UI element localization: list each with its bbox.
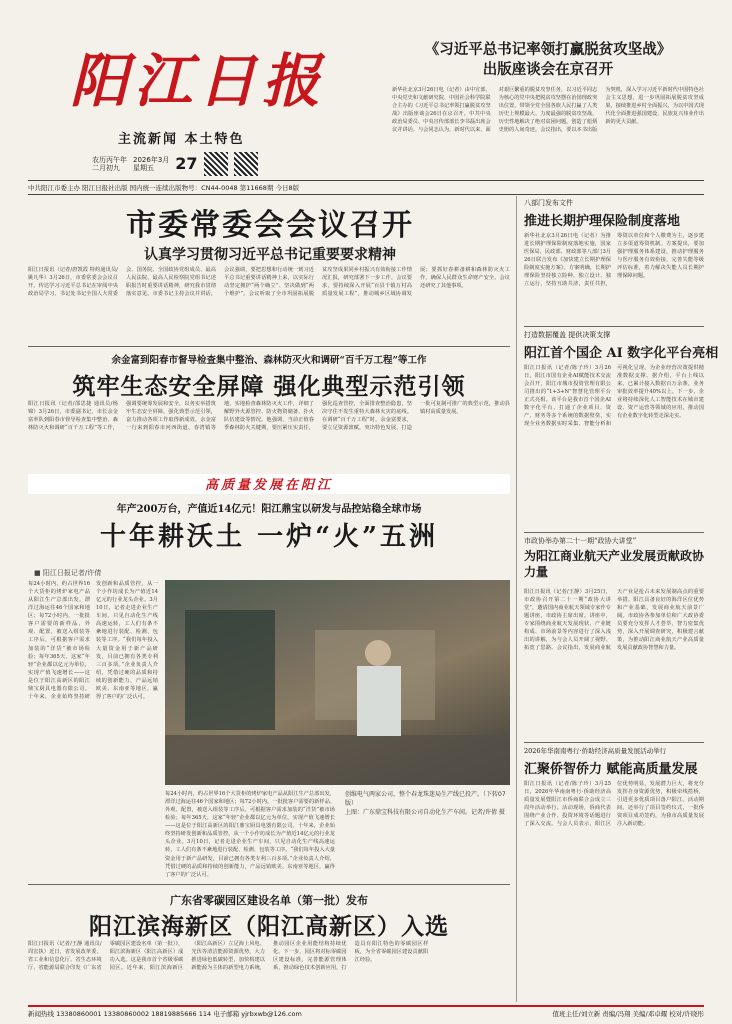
publication-info: 中共阳江市委主办 阳江日报社出版 国内统一连续出版物号：CN44-0048 第11668期 今日8版 bbox=[28, 180, 704, 195]
enterprise-story-headline: 十年耕沃土 一炉“火”五洲 bbox=[100, 522, 438, 552]
eco-story-headline: 筑牢生态安全屏障 强化典型示范引领 bbox=[72, 373, 466, 400]
factory-photo bbox=[165, 580, 510, 785]
eco-story-body: 阳江日报讯（记者/邵思捷 通讯员/杨锦）3月26日，市委副书记、市长余金富率队到阳春市督导检查集中整治、森林防灭火和调研“百千万工程”等工作，强调要统筹发展和安全，以务实举措筑牢生态安全屏障，强化典型示范引领，奋力推动各项工作取得新成效。余金富一行来到阳春市河西街道、春湾镇等地，实地检查森林防灭火工作，详细了解野外火源管控、防火物资储备、扑火队伍建设等情况。他强调，当前正值春季森林防火关键期，要压紧压实责任，强化巡查管控，全面排查整治隐患，坚决守住不发生重特大森林火灾的底线。在调研“百千万工程”时，余金富要求，要立足资源禀赋，突出特色发展，打造一批可复制可推广的典型示范，推动县镇村高质量发展。 bbox=[28, 401, 510, 432]
byline-text: 阳江日报记者/许倩 bbox=[42, 569, 102, 577]
right-story3-section: 市政协举办第二十一期“政协大讲堂” bbox=[524, 537, 637, 545]
lead-story-subhead: 认真学习贯彻习近平总书记重要要求精神 bbox=[144, 247, 396, 263]
footer-staff: 值班主任/刘立新 责编/冯翔 美编/邓卓耀 校对/许晓彤 bbox=[552, 1010, 704, 1018]
right-story2-section: 打造数据覆盖 提供决策支撑 bbox=[524, 331, 611, 339]
photo-caption: 创维电气两家公司，整个春龙珠迷局生产线已投产。（下转07版） bbox=[345, 791, 506, 807]
divider bbox=[28, 346, 510, 347]
enterprise-story-byline bbox=[34, 568, 101, 578]
dateline bbox=[92, 152, 258, 176]
section-banner-label: 高质量发展在阳江 bbox=[204, 478, 333, 493]
top-story-body: 新华社北京3月26日电（记者）由中宣部、中央党史和文献研究院、中国社会科学院联合主办的《习近平总书记率领打赢脱贫攻坚战》出版座谈会26日在京召开。中共中央政治局委员、中央宣传部部长李书磊出席会议并讲话。与会同志认为，新时代以来，面对艰巨繁重的脱贫攻坚任务，以习近平同志为核心的党中央把脱贫攻坚摆在治国理政突出位置，带领全党全国各族人民打赢了人类历史上规模最大、力度最强的脱贫攻坚战，历史性地解决了绝对贫困问题，创造了彪炳史册的人间奇迹。会议指出，要以本书出版为契机，深入学习习近平新时代中国特色社会主义思想，进一步巩固拓展脱贫攻坚成果，接续推进乡村全面振兴，为以中国式现代化全面推进强国建设、民族复兴伟业作出新的更大贡献。 bbox=[392, 87, 704, 134]
footer-bar bbox=[28, 1005, 704, 1018]
issue-day: 27 bbox=[175, 154, 198, 174]
bottom-story-headline: 阳江滨海新区（阳江高新区）入选 bbox=[89, 913, 449, 940]
right-story2-headline: 阳江首个国企 AI 数字化平台亮相 bbox=[524, 346, 719, 361]
enterprise-story-continued: 每24小时内，约占世界16个大货柜的烤炉家电产品从阳江生产总部出发，漂洋过海运往46个国家和地区；每72小时内，一批批客户需要的新样品、外观、配置，被送入组装等工序后，可根据客户需求加装的“洋货”被市场检验；每年365天，这家“年轻”企业都以亿元为单位，实现产值飞速增长——这是位于阳江高新区的阳江鼎宝厨具电器有限公司。十年来，企业始终坚持研发创新和品质管控，从一个小作坊成长为产值近14亿元的行业龙头企业。3月10日，记者走进企业生产车间，只见自动化生产线高速运转，工人们有条不紊地进行装配、检测、包装等工序。“我们每年投入大量资金用于新产品研发，目前已拥有各类专利三百多项。”企业负责人介绍，凭借过硬的品质和持续的创新能力，产品远销欧美、东南亚等地区，赢得了客户的广泛认可。 bbox=[165, 791, 335, 878]
divider bbox=[524, 742, 704, 743]
lunar-year: 农历丙午年 bbox=[92, 155, 127, 164]
qr-code-icon bbox=[204, 152, 228, 176]
right-story3-headline: 为阳江商业航天产业发展贡献政协力量 bbox=[524, 549, 705, 580]
issue-date: 2026年3月 bbox=[133, 155, 170, 164]
masthead-logo: 阳江日报 bbox=[70, 47, 327, 115]
top-story-headline bbox=[392, 40, 704, 79]
top-story-headline-line1: 《习近平总书记率领打赢脱贫攻坚战》 bbox=[424, 41, 672, 58]
lead-story-headline: 市委常委会会议召开 bbox=[126, 208, 414, 243]
divider bbox=[524, 532, 704, 533]
issue-weekday: 星期五 bbox=[133, 164, 154, 172]
right-story2-body: 阳江日报讯（记者/陈子玲）3月26日，阳江市国有企业AI赋能技术交流会召开，阳江市城市投资管理有限公司推出的“1+3+N”智慧化管理平台正式亮相。该平台是我市首个国企AI数字化平台，打通了企业项目、资产、财务等多个系统的数据壁垒，实现全业务数据实时采集、智能分析和可视化呈现，为企业经营决策提供精准数据支撑。据介绍，平台上线以来，已累计接入数据百万余条，业务审批效率提升40%以上。下一步，企业将持续深化人工智能技术在城市建设、资产运营等领域的应用，推动国有企业数字化转型走深走实。 bbox=[524, 365, 704, 428]
right-story3-body: 阳江日报讯（记者/王静）3月25日，市政协召开第二十一期“政协大讲堂”，邀请国内商业航天领域专家作专题讲座，市政协主席出席。讲座中，专家围绕商业航天发展现状、产业链构成、市场前景等内容进行了深入浅出的讲解，为与会人员开阔了视野、拓宽了思路。会议指出，发展商业航天产业是抢占未来发展制高点的重要举措。阳江具备良好的海洋区位优势和产业基础，发展商业航天前景广阔。市政协各参加单位和广大政协委员要充分发挥人才荟萃、智力密集优势，深入开展调查研究，积极建言献策，为推动阳江商业航天产业高质量发展贡献政协智慧和力量。 bbox=[524, 589, 704, 652]
bottom-story-kicker: 广东省零碳园区建设名单（第一批）发布 bbox=[170, 894, 368, 907]
right-story1-headline: 推进长期护理保险制度落地 bbox=[524, 214, 681, 229]
column-divider bbox=[516, 196, 517, 1002]
masthead-motto: 主流新闻 本土特色 bbox=[118, 132, 245, 147]
divider bbox=[28, 884, 510, 885]
section-banner bbox=[28, 474, 510, 494]
top-story-headline-line2: 出版座谈会在京召开 bbox=[482, 60, 614, 78]
right-story4-body: 阳江日报讯（记者/陈子玲）3月25日，2026年华南南粤行·侨助经济高质量发展暨阳江市侨商联合会成立三周年活动举行。活动现场，侨商代表围绕产业合作、投资环境等话题进行了深入交流。与会人员表示，阳江区位优势明显，发展潜力巨大，将充分发挥自身资源优势，积极牵线搭桥，引进更多优质项目落户阳江。活动期间，还举行了项目签约仪式，一批侨资项目成功签约，为我市高质量发展注入新动能。 bbox=[524, 781, 704, 828]
right-story1-body: 新华社北京3月26日电（记者）为推进长期护理保险制度落地实施，国家医保局、民政部、财政部等八部门3月26日联合发布《加快建立长期护理保险制度实施方案》。方案明确，长期护理保险坚持独立险种、独立设计、独立运行，坚持互助共济，责任共担，筹资以单位和个人缴费为主，逐步建立多渠道筹资机制。方案提出，要加强护理服务体系建设，推动护理服务与医疗服务有效衔接，完善失能等级评估标准，着力解决失能人员长期护理保障问题。 bbox=[524, 233, 704, 288]
lunar-day: 二月初九 bbox=[92, 164, 120, 172]
divider bbox=[524, 326, 704, 327]
enterprise-story-kicker: 年产200万台，产值近14亿元！阳江鼎宝以研发与品控站稳全球市场 bbox=[116, 504, 422, 515]
lead-story-body: 阳江日报讯（记者/唐凯霞 特约通讯员/姚凡华）3月26日，市委常委会会议召开，传达学习习近平总书记在审阅中央政治局学习、书记处书记全国人大常委会、国务院、全国政协党组成员、最高人民法院、最高人民检察院党组书记述职报告时重要讲话精神，研究我市贯彻落实意见。市委书记主持会议并讲话。会议强调，要把思想和行动统一到习近平总书记重要讲话精神上来，以实际行动坚定拥护“两个确立”、坚决做到“两个维护”。会议听取了全市巩固拓展脱贫攻坚成果同乡村振兴有效衔接工作情况汇报，研究部署下一步工作。会议要求，要持续深入开展“百县千镇万村高质量发展工程”，推动城乡区域协调发展；要抓好春耕备耕和森林防灭火工作，确保人民群众生命财产安全。会议还研究了其他事项。 bbox=[28, 267, 510, 298]
enterprise-story-body: 每24小时内，约占世界16个大货柜的烤炉家电产品从阳江生产总部出发，漂洋过海运往46个国家和地区；每72小时内，一批批客户需要的新样品、外观、配置，被送入组装等工序后，可根据客户需求加装的“洋货”被市场检验；每年365天，这家“年轻”企业都以亿元为单位，实现产值飞速增长——这是位于阳江高新区的阳江鼎宝厨具电器有限公司。十年来，企业始终坚持研发创新和品质管控，从一个小作坊成长为产值近14亿元的行业龙头企业。3月10日，记者走进企业生产车间，只见自动化生产线高速运转，工人们有条不紊地进行装配、检测、包装等工序。“我们每年投入大量资金用于新产品研发，目前已拥有各类专利三百多项。”企业负责人介绍，凭借过硬的品质和持续的创新能力，产品远销欧美、东南亚等地区，赢得了客户的广泛认可。 bbox=[28, 581, 158, 700]
photo-credit: 上图：广东鼎宝科技有限公司自动化生产车间。记者/许倩 摄 bbox=[345, 809, 505, 816]
right-story4-section: 2026年华南南粤行·侨助经济高质量发展活动举行 bbox=[524, 747, 667, 755]
right-story1-section: 八部门发布文件 bbox=[524, 199, 573, 207]
qr-code-icon-2 bbox=[234, 152, 258, 176]
bottom-story-body: 阳江日报讯（记者/王静 通讯员/周宏执）近日，省发展改革委、省工业和信息化厅、省生态环境厅、省能源局联合印发《广东省零碳园区建设名单（第一批）》，阳江滨海新区（阳江高新区）成功入选。这是我市首个省级零碳园区。近年来，阳江滨海新区（阳江高新区）立足海上风电、光伏等清洁能源资源优势，大力推进绿色低碳转型，加快构建以新能源为主体的新型电力系统，推动园区企业用能结构持续优化。下一步，园区将对标零碳园区建设标准，完善能源管理体系，推动绿色技术创新应用，打造具有阳江特色的零碳园区样板，为全省零碳园区建设贡献阳江经验。 bbox=[28, 941, 429, 972]
right-story4-headline: 汇聚侨智侨力 赋能高质量发展 bbox=[524, 762, 698, 777]
eco-story-kicker: 余金富到阳春市督导检查集中整治、森林防灭火和调研“百千万工程”等工作 bbox=[111, 355, 427, 366]
footer-hotline: 新闻热线 13380860001 13380860002 18819885666 114 电子邮箱 yjrbxwb@126.com bbox=[28, 1010, 302, 1018]
byline-marker-icon: ■ bbox=[34, 569, 41, 577]
